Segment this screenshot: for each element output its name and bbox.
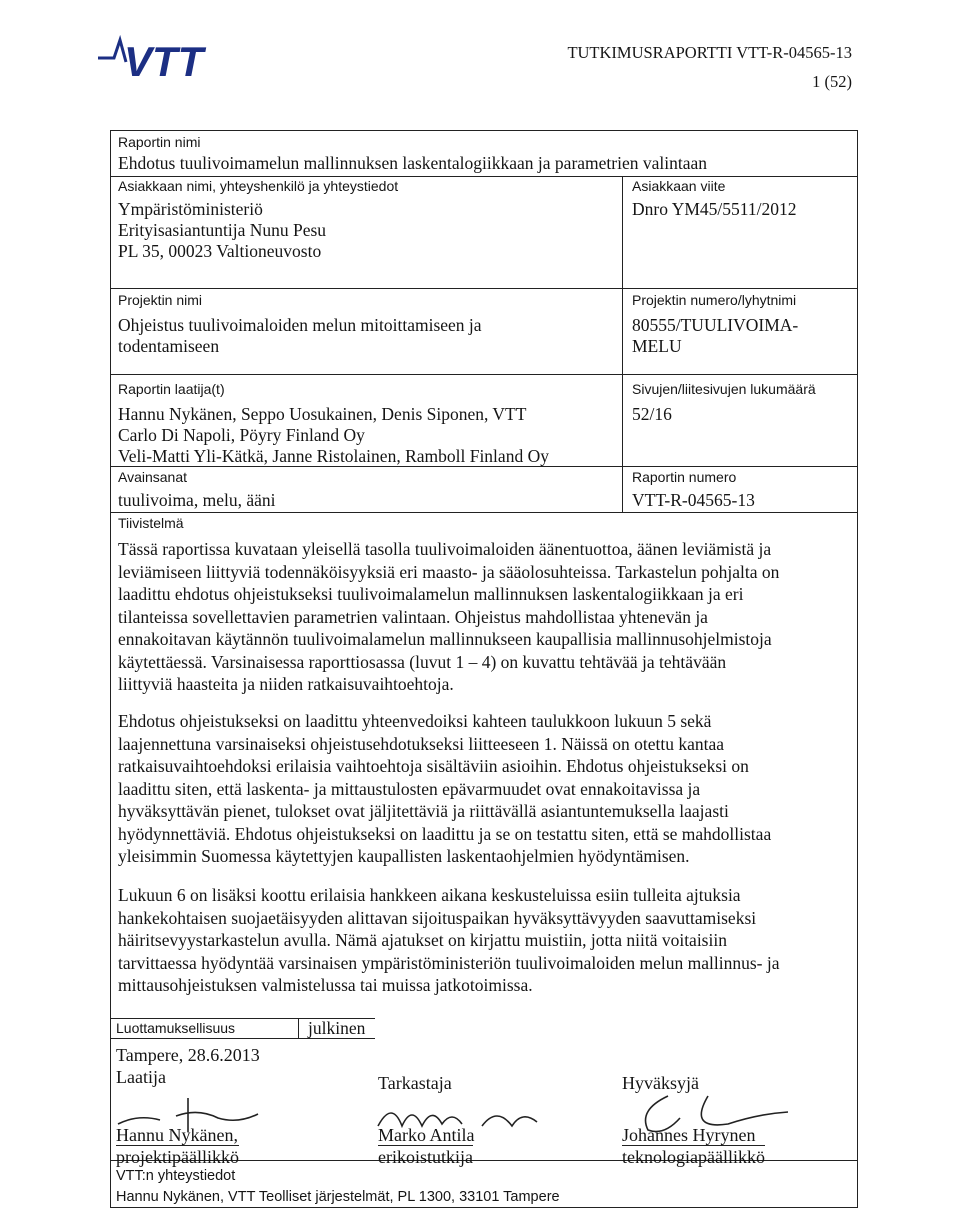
report-name: Ehdotus tuulivoimamelun mallinnuksen laskentalogiikkaan ja parametrien valintaan <box>118 153 708 173</box>
abstract-line: häiritsevyystarkastelun avulla. Nämä ajatukset on kirjattu muistiin, jotta niitä voitaisiin <box>118 930 727 950</box>
pages-label: Sivujen/liitesivujen lukumäärä <box>632 381 816 397</box>
abstract-line: leviämiseen liittyviä todennäköisyyksiä eri maasto- ja sääolosuhteissa. Tarkastelun pohjalta on <box>118 561 780 582</box>
abstract-line: laajennettuna varsinaiseksi ohjeistusehdotukseksi liitteeseen 1. Näissä on otettu kantaa <box>118 733 725 754</box>
abstract-line: laadittu ehdotus ohjeistukseksi tuulivoimalamelun mallinnuksen laskentalogiikkaan ja eri <box>118 584 744 604</box>
contact-label: VTT:n yhteystiedot <box>116 1168 236 1184</box>
keywords: tuulivoima, melu, ääni <box>118 490 276 510</box>
client-ref: Dnro YM45/5511/2012 <box>632 199 797 219</box>
author-line: Veli-Matti Yli-Kätkä, Janne Ristolainen, Ramboll Finland Oy <box>118 446 549 466</box>
reviewer-name: Marko Antila <box>378 1125 475 1145</box>
client-line: Ympäristöministeriö <box>118 199 263 219</box>
abstract-line: Tässä raportissa kuvataan yleisellä tasolla tuulivoimaloiden äänentuottoa, äänen leviämistä ja <box>118 539 772 559</box>
project-number-line: MELU <box>632 336 682 356</box>
reviewer-role: Tarkastaja <box>378 1073 452 1093</box>
abstract-line: Ehdotus ohjeistukseksi on laadittu yhteenvedoiksi kahteen taulukkoon lukuun 5 sekä <box>118 711 712 731</box>
divider <box>110 374 858 375</box>
project-number-line: 80555/TUULIVOIMA- <box>632 315 799 335</box>
abstract-line: tilanteissa sovellettavien parametrien valintaan. Ohjeistus mahdollistaa yhtenevän ja <box>118 606 708 627</box>
project-number-label: Projektin numero/lyhytnimi <box>632 292 797 308</box>
report-name-label: Raportin nimi <box>118 134 201 150</box>
abstract-line: hyödynnettäviä. Ehdotus ohjeistukseksi on laadittu ja se on testattu siten, että se mahdollistaa <box>118 823 772 844</box>
abstract-paragraph-1 <box>118 538 852 696</box>
abstract-label: Tiivistelmä <box>118 515 184 531</box>
confidentiality-label: Luottamuksellisuus <box>116 1020 236 1036</box>
vtt-logo-mark-icon <box>96 32 226 80</box>
abstract-line: mittausohjeistuksen valmistelussa tai muissa jatkotoimissa. <box>118 975 533 995</box>
abstract-line: ratkaisuvaihtoehdoksi erilaisia vaihtoehtoja sisältäviin asioihin. Ehdotus ohjeistukseksi on <box>118 756 749 776</box>
abstract-line: hankekohtaisen suojaetäisyyden alittavan sijoituspaikan hyväksyttävyyden saavuttamiseksi <box>118 907 757 928</box>
divider <box>110 288 858 289</box>
report-number: VTT-R-04565-13 <box>632 490 755 510</box>
abstract-line: liittyviä haasteita ja niiden ratkaisuvaihtoehtoja. <box>118 674 454 694</box>
project-name-label: Projektin nimi <box>118 292 203 308</box>
logo-text: VTT <box>124 38 204 80</box>
confidentiality-value: julkinen <box>308 1018 366 1038</box>
abstract-line: yleisimmin Suomessa käytettyjen kaupallisten laskentaohjelmien hyödyntämisen. <box>118 846 690 866</box>
column-divider <box>622 176 623 512</box>
authors-label: Raportin laatija(t) <box>118 381 225 397</box>
author-line: Carlo Di Napoli, Pöyry Finland Oy <box>118 425 365 445</box>
author-name: Hannu Nykänen, <box>116 1125 238 1145</box>
divider <box>110 176 858 177</box>
pages-count: 52/16 <box>632 404 672 424</box>
author-title: projektipäällikkö <box>116 1147 239 1167</box>
approver-name: Johannes Hyrynen <box>622 1125 756 1145</box>
abstract-line: laadittu siten, että laskenta- ja mittaustulosten epävarmuudet ovat ennakoitavissa ja <box>118 778 701 799</box>
reviewer-title: erikoistutkija <box>378 1147 473 1167</box>
report-code: TUTKIMUSRAPORTTI VTT-R-04565-13 <box>567 43 852 62</box>
approver-title: teknologiapäällikkö <box>622 1147 765 1167</box>
report-number-label: Raportin numero <box>632 469 737 485</box>
abstract-line: hyväksyttävän pienet, tulokset ovat jäljitettäviä ja riittävällä asiantuntemuksella laajasti <box>118 801 729 821</box>
approver-role: Hyväksyjä <box>622 1073 699 1093</box>
abstract-paragraph-2 <box>118 710 852 868</box>
author-role: Laatija <box>116 1067 166 1087</box>
keywords-label: Avainsanat <box>118 469 188 485</box>
column-divider <box>298 1018 299 1038</box>
project-name-line: todentamiseen <box>118 336 220 356</box>
client-ref-label: Asiakkaan viite <box>632 178 726 194</box>
client-label: Asiakkaan nimi, yhteyshenkilö ja yhteystiedot <box>118 178 399 194</box>
client-line: Erityisasiantuntija Nunu Pesu <box>118 220 327 240</box>
client-line: PL 35, 00023 Valtioneuvosto <box>118 241 322 261</box>
vtt-logo <box>96 32 226 80</box>
abstract-line: tarvittaessa hyödyntää varsinaisen ympäristöministeriön tuulivoimaloiden melun mallinnus- ja <box>118 952 780 973</box>
abstract-line: Lukuun 6 on lisäksi koottu erilaisia hankkeen aikana keskusteluissa esiin tulleita ajtuksia <box>118 885 741 905</box>
project-name-line: Ohjeistus tuulivoimaloiden melun mitoittamiseen ja <box>118 315 482 335</box>
abstract-line: ennakoitavan käytännön tuulivoimalamelun mallinnukseen kaupallisia mallinnusohjelmistoja <box>118 629 772 649</box>
abstract-paragraph-3 <box>118 884 852 997</box>
place-date: Tampere, 28.6.2013 <box>116 1045 260 1065</box>
author-line: Hannu Nykänen, Seppo Uosukainen, Denis Siponen, VTT <box>118 404 527 424</box>
page-number: 1 (52) <box>812 72 852 91</box>
contact-info: Hannu Nykänen, VTT Teolliset järjestelmät, PL 1300, 33101 Tampere <box>116 1189 560 1205</box>
abstract-line: käytettäessä. Varsinaisessa raporttiosassa (luvut 1 – 4) on kuvattu tehtävää ja tehtävään <box>118 651 727 672</box>
divider <box>110 512 858 513</box>
